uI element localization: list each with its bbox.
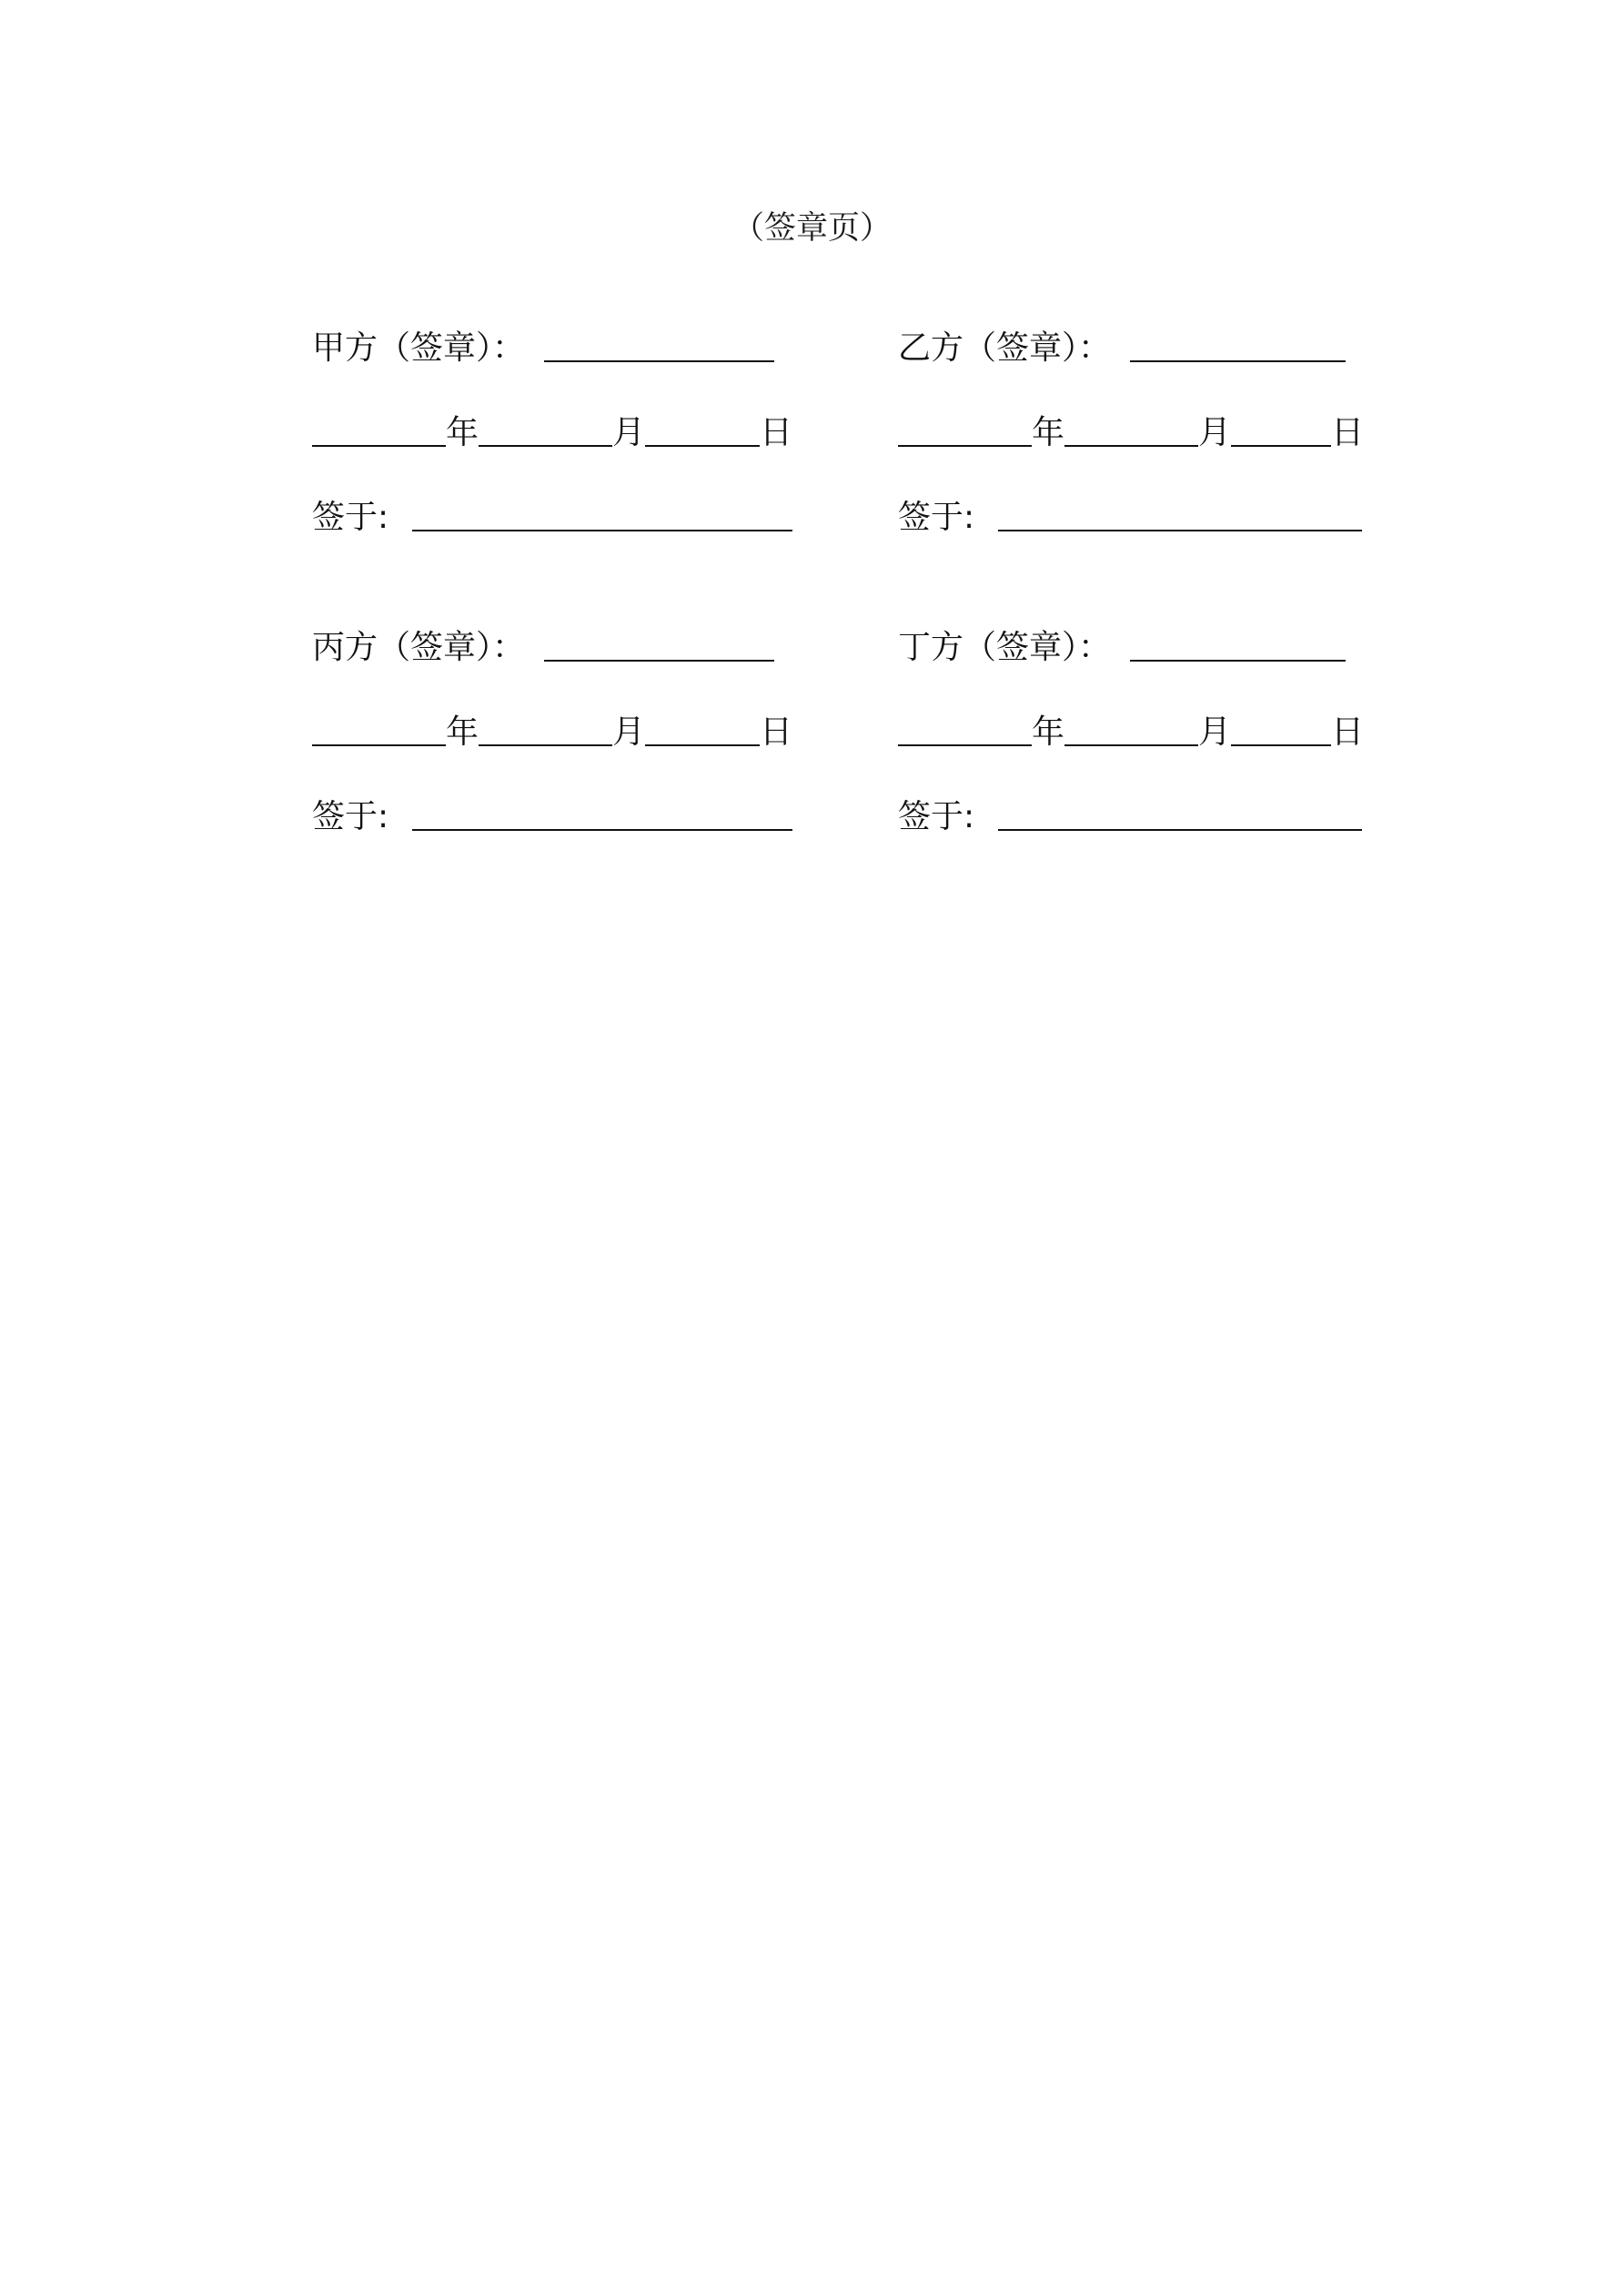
day-label: 日 (760, 713, 793, 751)
signature-blank[interactable] (1130, 360, 1346, 362)
year-label: 年 (446, 414, 479, 451)
year-blank[interactable] (898, 744, 1032, 746)
day-blank[interactable] (1231, 445, 1331, 447)
date-row (312, 710, 803, 755)
signed-at-label: 签于: (312, 798, 389, 835)
month-label: 月 (1198, 414, 1232, 451)
party-label: 丙方（签章）： (312, 629, 526, 666)
signature-blank[interactable] (1130, 660, 1346, 662)
party-signature-row (898, 326, 1371, 371)
month-blank[interactable] (1064, 744, 1198, 746)
signed-at-row (312, 794, 803, 840)
day-blank[interactable] (645, 445, 760, 447)
month-label: 月 (1198, 713, 1232, 751)
party-signature-row (312, 625, 785, 671)
date-row (898, 410, 1389, 456)
date-row (312, 410, 803, 456)
year-blank[interactable] (898, 445, 1032, 447)
day-blank[interactable] (645, 744, 760, 746)
page-title: （签章页） (731, 210, 892, 247)
year-label: 年 (446, 713, 479, 751)
signed-at-blank[interactable] (998, 530, 1362, 531)
day-label: 日 (760, 414, 793, 451)
day-blank[interactable] (1231, 744, 1331, 746)
year-blank[interactable] (312, 744, 446, 746)
month-label: 月 (612, 414, 646, 451)
day-label: 日 (1331, 713, 1365, 751)
signed-at-label: 签于: (898, 798, 975, 835)
year-blank[interactable] (312, 445, 446, 447)
month-label: 月 (612, 713, 646, 751)
date-row (898, 710, 1389, 755)
month-blank[interactable] (479, 744, 612, 746)
year-label: 年 (1032, 713, 1065, 751)
signature-blank[interactable] (544, 360, 774, 362)
signed-at-blank[interactable] (412, 530, 792, 531)
signed-at-label: 签于: (312, 499, 389, 536)
month-blank[interactable] (479, 445, 612, 447)
party-signature-row (312, 326, 785, 371)
signed-at-blank[interactable] (412, 829, 792, 831)
party-signature-row (898, 625, 1371, 671)
signed-at-row (898, 495, 1389, 541)
signature-blank[interactable] (544, 660, 774, 662)
party-label: 丁方（签章）： (898, 629, 1112, 666)
month-blank[interactable] (1064, 445, 1198, 447)
signed-at-blank[interactable] (998, 829, 1362, 831)
day-label: 日 (1331, 414, 1365, 451)
signed-at-label: 签于: (898, 499, 975, 536)
signed-at-row (312, 495, 803, 541)
signed-at-row (898, 794, 1389, 840)
party-label: 甲方（签章）： (312, 329, 526, 367)
year-label: 年 (1032, 414, 1065, 451)
party-label: 乙方（签章）： (898, 329, 1112, 367)
